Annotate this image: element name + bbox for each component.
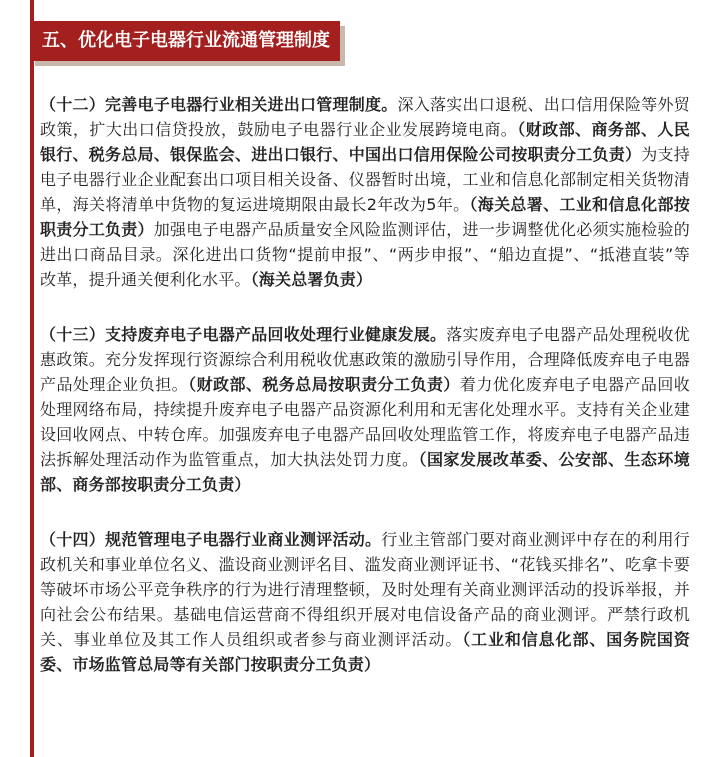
item-14-responsibility-1: （工业和信息化部、国务院国资委、市场监管总局等有关部门按职责分工负责）: [40, 630, 690, 674]
item-12-responsibility-1: （财政部、商务部、人民银行、税务总局、银保监会、进出口银行、中国出口信用保险公司按职责分工负责）: [40, 120, 690, 164]
paragraph-item-13: [40, 322, 690, 497]
paragraph-item-14: [40, 527, 690, 677]
item-13-heading: （十三）支持废弃电子电器产品回收处理行业健康发展。: [40, 325, 447, 344]
item-14-text-1: 行业主管部门要对商业测评中存在的利用行政机关和事业单位名义、滥设商业测评名目、滥发商业测评证书、“花钱买排名”、吃拿卡要等破坏市场公平竞争秩序的行为进行清理整顿，及时处理有关商业测评活动的投诉举报，并向社会公布结果。基础电信运营商不得组织开展对电信设备产品的商业测评。严禁行政机关、事业单位及其工作人员组织或者参与商业测评活动。: [40, 530, 690, 649]
item-12-heading: （十二）完善电子电器行业相关进出口管理制度。: [40, 95, 398, 114]
item-12-text-3: 加强电子电器产品质量安全风险监测评估，进一步调整优化必须实施检验的进出口商品目录。深化进出口货物“提前申报”、“两步申报”、“船边直提”、“抵港直装”等改革，提升通关便利化水平。: [40, 220, 690, 289]
paragraph-item-12: [40, 92, 690, 292]
item-12-text-2: 为支持电子电器行业企业配套出口项目相关设备、仪器暂时出境，工业和信息化部制定相关货物清单，海关将清单中货物的复运进境期限由最长2年改为5年。: [40, 145, 690, 214]
item-12-responsibility-2: （海关总署、工业和信息化部按职责分工负责）: [40, 195, 690, 239]
item-13-responsibility-1: （财政部、税务总局按职责分工负责）: [188, 375, 460, 394]
item-13-text-2: 着力优化废弃电子电器产品回收处理网络布局，持续提升废弃电子电器产品资源化利用和无害化处理水平。支持有关企业建设回收网点、中转仓库。加强废弃电子电器产品回收处理监管工作，将废弃电子电器产品违法拆解处理活动作为监管重点，加大执法处罚力度。: [40, 375, 690, 469]
item-14-heading: （十四）规范管理电子电器行业商业测评活动。: [40, 530, 382, 549]
item-12-responsibility-3: （海关总署负责）: [250, 270, 373, 289]
section-heading-text: 五、优化电子电器行业流通管理制度: [42, 30, 330, 51]
left-accent-rule: [30, 0, 34, 757]
item-13-responsibility-2: （国家发展改革委、公安部、生态环境部、商务部按职责分工负责）: [40, 450, 690, 494]
article-body: [40, 92, 690, 707]
item-13-text-1: 落实废弃电子电器产品处理税收优惠政策。充分发挥现行资源综合利用税收优惠政策的激励引导作用，合理降低废弃电子电器产品处理企业负担。: [40, 325, 690, 394]
item-12-text-1: 深入落实出口退税、出口信用保险等外贸政策，扩大出口信贷投放，鼓励电子电器行业企业发展跨境电商。: [40, 95, 690, 139]
section-heading: [30, 21, 340, 61]
